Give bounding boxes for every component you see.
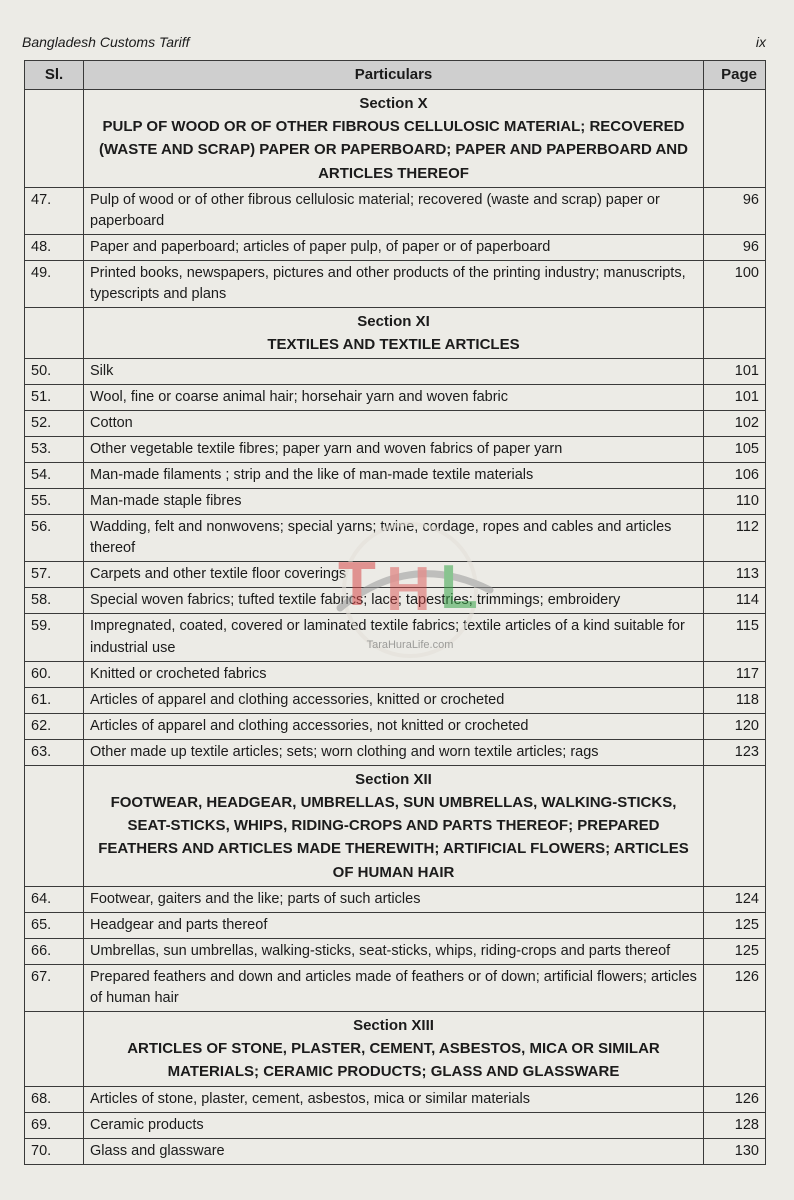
row-particulars: Articles of apparel and clothing accessories, not knitted or crocheted [84, 713, 704, 739]
table-row [25, 260, 766, 307]
section-header-row [25, 765, 766, 886]
row-page: 118 [704, 687, 766, 713]
section-header-sl-cell [25, 89, 84, 187]
header-particulars: Particulars [84, 61, 704, 90]
section-header-page-cell [704, 89, 766, 187]
row-particulars: Pulp of wood or of other fibrous cellulosic material; recovered (waste and scrap) paper or paperboard [84, 187, 704, 234]
section-header-page-cell [704, 765, 766, 886]
row-particulars: Other vegetable textile fibres; paper yarn and woven fabrics of paper yarn [84, 437, 704, 463]
table-row [25, 234, 766, 260]
section-name: Section XI [357, 312, 430, 330]
table-row [25, 661, 766, 687]
section-header-cell [84, 765, 704, 886]
watermark-url: TaraHuraLife.com [366, 639, 454, 651]
contents-table [24, 60, 766, 1165]
row-sl: 49. [25, 260, 84, 307]
table-row [25, 411, 766, 437]
row-sl: 66. [25, 938, 84, 964]
table-row [25, 359, 766, 385]
row-page: 113 [704, 562, 766, 588]
row-particulars: Carpets and other textile floor coverings [84, 562, 704, 588]
row-sl: 50. [25, 359, 84, 385]
section-description: ARTICLES OF STONE, PLASTER, CEMENT, ASBESTOS, MICA OR SIMILAR MATERIALS; CERAMIC PRODUCTS; GLASS AND GLASSWARE [127, 1040, 660, 1081]
row-particulars: Umbrellas, sun umbrellas, walking-sticks, seat-sticks, whips, riding-crops and parts thereof [84, 938, 704, 964]
row-particulars: Special woven fabrics; tufted textile fabrics; lace; tapestries; trimmings; embroidery [84, 588, 704, 614]
row-particulars: Silk [84, 359, 704, 385]
row-page: 120 [704, 713, 766, 739]
row-page: 128 [704, 1112, 766, 1138]
row-page: 124 [704, 886, 766, 912]
row-page: 130 [704, 1138, 766, 1164]
contents-body [25, 89, 766, 1164]
row-sl: 58. [25, 588, 84, 614]
table-row [25, 687, 766, 713]
row-sl: 69. [25, 1112, 84, 1138]
row-particulars: Glass and glassware [84, 1138, 704, 1164]
row-sl: 55. [25, 489, 84, 515]
row-sl: 64. [25, 886, 84, 912]
section-header-sl-cell [25, 1011, 84, 1086]
section-header-page-cell [704, 307, 766, 359]
row-sl: 61. [25, 687, 84, 713]
row-particulars: Cotton [84, 411, 704, 437]
row-page: 115 [704, 614, 766, 661]
row-page: 101 [704, 385, 766, 411]
table-row [25, 964, 766, 1011]
table-row [25, 187, 766, 234]
page-number: ix [755, 34, 766, 50]
row-sl: 67. [25, 964, 84, 1011]
row-page: 117 [704, 661, 766, 687]
section-header-row [25, 89, 766, 187]
header-sl: Sl. [25, 61, 84, 90]
row-page: 114 [704, 588, 766, 614]
row-sl: 60. [25, 661, 84, 687]
section-header-row [25, 1011, 766, 1086]
row-page: 123 [704, 739, 766, 765]
section-header-sl-cell [25, 765, 84, 886]
row-page: 110 [704, 489, 766, 515]
row-particulars: Articles of apparel and clothing accessories, knitted or crocheted [84, 687, 704, 713]
row-page: 102 [704, 411, 766, 437]
row-page: 106 [704, 463, 766, 489]
row-page: 105 [704, 437, 766, 463]
row-page: 101 [704, 359, 766, 385]
table-row [25, 489, 766, 515]
row-sl: 56. [25, 515, 84, 562]
row-particulars: Man-made filaments ; strip and the like of man-made textile materials [84, 463, 704, 489]
row-sl: 54. [25, 463, 84, 489]
running-head-title: Bangladesh Customs Tariff [22, 34, 190, 50]
row-particulars: Ceramic products [84, 1112, 704, 1138]
row-particulars: Paper and paperboard; articles of paper pulp, of paper or of paperboard [84, 234, 704, 260]
table-row [25, 614, 766, 661]
table-row [25, 1138, 766, 1164]
section-header-row [25, 307, 766, 359]
section-description: PULP OF WOOD OR OF OTHER FIBROUS CELLULOSIC MATERIAL; RECOVERED (WASTE AND SCRAP) PAPER OR PAPERBOARD; PAPER AND PAPERBOARD AND ARTICLES THEREOF [99, 118, 688, 182]
table-row [25, 385, 766, 411]
table-row [25, 437, 766, 463]
watermark-letter-t: T [338, 550, 376, 619]
table-row [25, 562, 766, 588]
row-sl: 53. [25, 437, 84, 463]
row-particulars: Wadding, felt and nonwovens; special yarns; twine, cordage, ropes and cables and articles thereof [84, 515, 704, 562]
row-particulars: Footwear, gaiters and the like; parts of such articles [84, 886, 704, 912]
row-sl: 57. [25, 562, 84, 588]
table-row [25, 938, 766, 964]
table-header-row [25, 61, 766, 90]
section-header-cell [84, 89, 704, 187]
row-particulars: Impregnated, coated, covered or laminated textile fabrics; textile articles of a kind suitable for industrial use [84, 614, 704, 661]
header-page: Page [704, 61, 766, 90]
row-page: 126 [704, 1086, 766, 1112]
table-row [25, 463, 766, 489]
section-description: TEXTILES AND TEXTILE ARTICLES [267, 336, 520, 354]
table-row [25, 713, 766, 739]
watermark-letter-h: H [386, 555, 431, 624]
row-page: 96 [704, 187, 766, 234]
row-page: 125 [704, 938, 766, 964]
table-row [25, 739, 766, 765]
row-sl: 65. [25, 912, 84, 938]
table-row [25, 1112, 766, 1138]
section-name: Section XII [355, 770, 432, 788]
row-sl: 52. [25, 411, 84, 437]
section-header-cell [84, 1011, 704, 1086]
table-row [25, 886, 766, 912]
row-sl: 47. [25, 187, 84, 234]
row-page: 96 [704, 234, 766, 260]
row-particulars: Man-made staple fibres [84, 489, 704, 515]
table-row [25, 588, 766, 614]
row-particulars: Headgear and parts thereof [84, 912, 704, 938]
section-header-sl-cell [25, 307, 84, 359]
row-sl: 63. [25, 739, 84, 765]
section-name: Section X [359, 94, 428, 112]
row-particulars: Printed books, newspapers, pictures and other products of the printing industry; manuscripts, typescripts and plans [84, 260, 704, 307]
watermark-letter-l: L [440, 553, 478, 622]
row-particulars: Other made up textile articles; sets; worn clothing and worn textile articles; rags [84, 739, 704, 765]
table-row [25, 912, 766, 938]
row-sl: 59. [25, 614, 84, 661]
row-sl: 68. [25, 1086, 84, 1112]
row-particulars: Wool, fine or coarse animal hair; horsehair yarn and woven fabric [84, 385, 704, 411]
row-particulars: Knitted or crocheted fabrics [84, 661, 704, 687]
row-page: 100 [704, 260, 766, 307]
row-sl: 62. [25, 713, 84, 739]
row-sl: 48. [25, 234, 84, 260]
row-sl: 70. [25, 1138, 84, 1164]
row-page: 126 [704, 964, 766, 1011]
section-name: Section XIII [353, 1016, 434, 1034]
section-header-cell [84, 307, 704, 359]
row-page: 125 [704, 912, 766, 938]
section-description: FOOTWEAR, HEADGEAR, UMBRELLAS, SUN UMBRELLAS, WALKING-STICKS, SEAT-STICKS, WHIPS, RIDING-CROPS AND PARTS THEREOF; PREPARED FEATHERS AND ARTICLES MADE THEREWITH; ARTIFICIAL FLOWERS; ARTICLES OF HUMAN HAIR [98, 793, 689, 881]
table-row [25, 1086, 766, 1112]
section-header-page-cell [704, 1011, 766, 1086]
row-page: 112 [704, 515, 766, 562]
row-particulars: Articles of stone, plaster, cement, asbestos, mica or similar materials [84, 1086, 704, 1112]
row-sl: 51. [25, 385, 84, 411]
row-particulars: Prepared feathers and down and articles made of feathers or of down; artificial flowers; articles of human hair [84, 964, 704, 1011]
table-row [25, 515, 766, 562]
